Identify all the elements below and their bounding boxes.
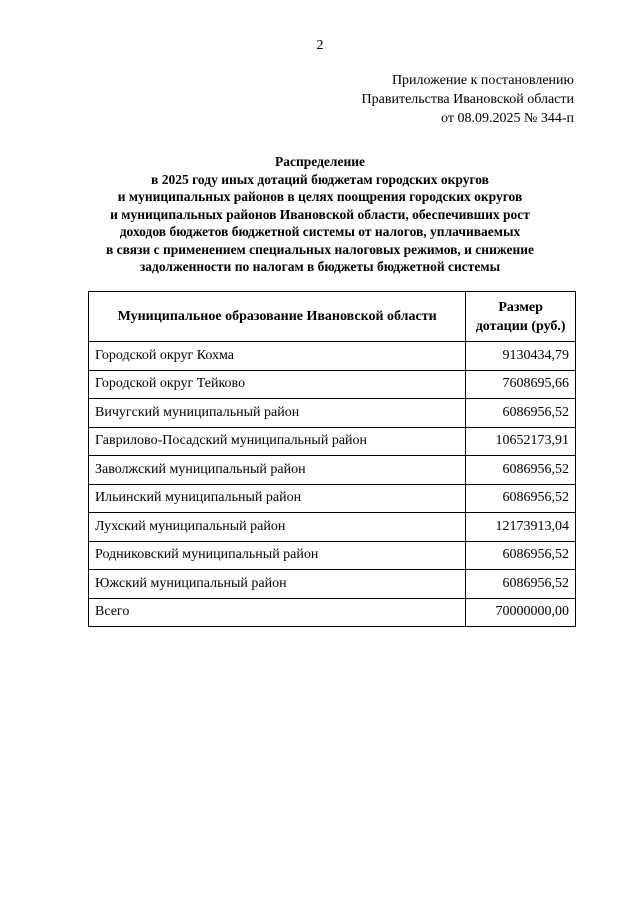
table-header-row xyxy=(89,292,576,342)
table-row xyxy=(89,427,576,456)
amount-cell: 6086956,52 xyxy=(466,541,576,570)
table-row xyxy=(89,370,576,399)
municipality-cell: Родниковский муниципальный район xyxy=(89,541,466,570)
amount-cell: 12173913,04 xyxy=(466,513,576,542)
column-header-amount-line: Размер xyxy=(498,299,543,315)
municipality-cell: Ильинский муниципальный район xyxy=(89,484,466,513)
table-row xyxy=(89,513,576,542)
amount-cell: 6086956,52 xyxy=(466,570,576,599)
table-row xyxy=(89,342,576,371)
amount-cell: 9130434,79 xyxy=(466,342,576,371)
column-header-amount-line: дотации (руб.) xyxy=(475,318,566,334)
total-row xyxy=(89,598,576,627)
amount-cell: 6086956,52 xyxy=(466,399,576,428)
total-label: Всего xyxy=(89,598,466,627)
municipality-cell: Заволжский муниципальный район xyxy=(89,456,466,485)
appendix-reference xyxy=(362,71,574,128)
title-line: Распределение xyxy=(274,154,366,169)
column-header-amount xyxy=(466,292,576,342)
appendix-line: от 08.09.2025 № 344-п xyxy=(441,111,574,126)
title-line: задолженности по налогам в бюджеты бюджетной системы xyxy=(139,259,501,274)
page-number: 2 xyxy=(316,38,324,53)
municipality-cell: Лухский муниципальный район xyxy=(89,513,466,542)
appendix-line: Приложение к постановлению xyxy=(391,73,574,88)
column-header-municipality: Муниципальное образование Ивановской области xyxy=(89,292,466,342)
title-line: и муниципальных районов Ивановской области, обеспечивших рост xyxy=(110,206,530,222)
title-line: и муниципальных районов в целях поощрения городских округов xyxy=(117,189,523,204)
amount-cell: 6086956,52 xyxy=(466,456,576,485)
table-row xyxy=(89,570,576,599)
title-line: в связи с применением специальных налоговых режимов, и снижение xyxy=(105,241,535,257)
municipality-cell: Гаврилово-Посадский муниципальный район xyxy=(89,427,466,456)
amount-cell: 7608695,66 xyxy=(466,370,576,399)
appendix-line: Правительства Ивановской области xyxy=(361,92,574,107)
municipality-cell: Вичугский муниципальный район xyxy=(89,399,466,428)
amount-cell: 10652173,91 xyxy=(466,427,576,456)
total-amount: 70000000,00 xyxy=(466,598,576,627)
table-row xyxy=(89,484,576,513)
title-line: в 2025 году иных дотаций бюджетам городских округов xyxy=(151,171,489,187)
municipality-cell: Южский муниципальный район xyxy=(89,570,466,599)
amount-cell: 6086956,52 xyxy=(466,484,576,513)
municipality-cell: Городской округ Тейково xyxy=(89,370,466,399)
subsidy-table xyxy=(88,291,576,627)
title-line: доходов бюджетов бюджетной системы от налогов, уплачиваемых xyxy=(119,224,521,239)
table-row xyxy=(89,399,576,428)
table-row xyxy=(89,541,576,570)
table-row xyxy=(89,456,576,485)
document-title xyxy=(60,153,580,276)
municipality-cell: Городской округ Кохма xyxy=(89,342,466,371)
